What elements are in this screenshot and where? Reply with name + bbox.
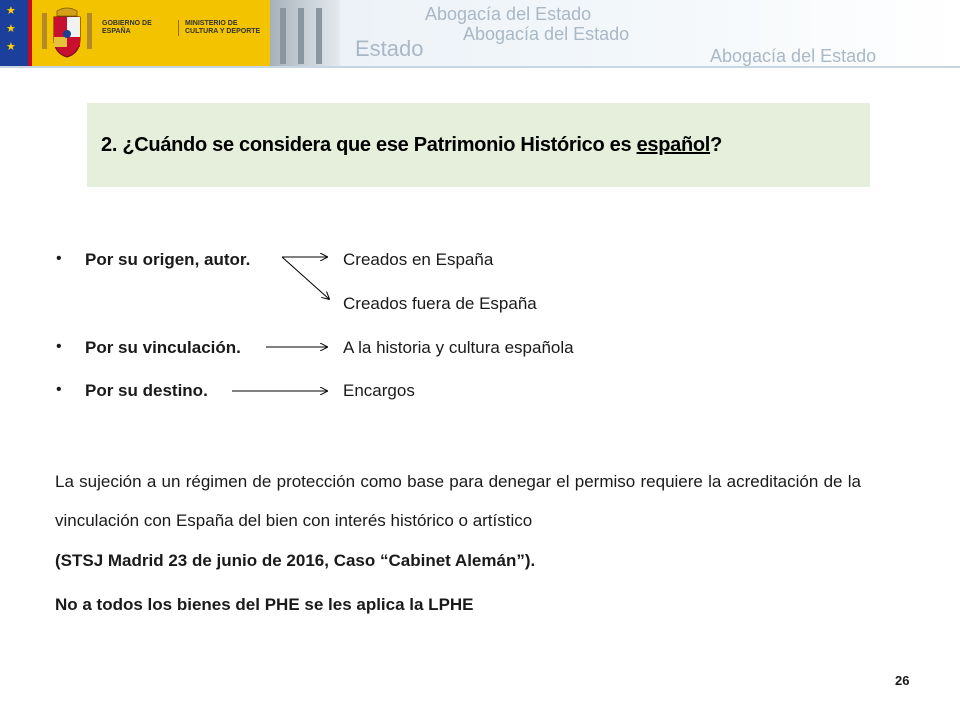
criterion-value: A la historia y cultura española: [343, 338, 574, 357]
watermark-text: Abogacía del Estado: [710, 46, 877, 66]
bullet-icon: •: [56, 338, 62, 355]
criterion-label: Por su destino.: [85, 381, 208, 400]
bullet-icon: •: [56, 381, 62, 398]
body-paragraph: La sujeción a un régimen de protección como base para denegar el permiso requiere la acreditación de la vinculación con España del bien con interés histórico o artístico: [55, 472, 861, 530]
criterion-value: Creados en España: [343, 250, 494, 269]
title-prefix: 2. ¿Cuándo se considera que ese Patrimonio Histórico es: [101, 134, 637, 156]
bullet-icon: •: [56, 250, 62, 267]
citation-text: (STSJ Madrid 23 de junio de 2016, Caso “Cabinet Alemán”).: [55, 551, 536, 570]
criterion-label: Por su origen, autor.: [85, 250, 251, 269]
title-underlined-word: español: [636, 134, 711, 156]
government-label: GOBIERNO DE ESPAÑA: [102, 20, 152, 35]
criterion-value: Encargos: [343, 381, 415, 400]
criterion-label: Por su vinculación.: [85, 338, 241, 357]
watermark-text: Abogacía del Estado: [463, 24, 630, 44]
ministry-label: MINISTERIO DE CULTURA Y DEPORTE: [178, 20, 269, 36]
eu-flag-icon: ★ ★ ★: [0, 0, 28, 66]
conclusion-text: No a todos los bienes del PHE se les aplica la LPHE: [55, 595, 474, 614]
watermark-text: Abogacía del Estado: [425, 4, 592, 24]
page-number: 26: [895, 673, 910, 688]
criterion-value: Creados fuera de España: [343, 294, 537, 313]
arrow-icon: [282, 257, 329, 299]
title-suffix: ?: [710, 134, 722, 156]
watermark-text: Estado: [355, 36, 424, 61]
